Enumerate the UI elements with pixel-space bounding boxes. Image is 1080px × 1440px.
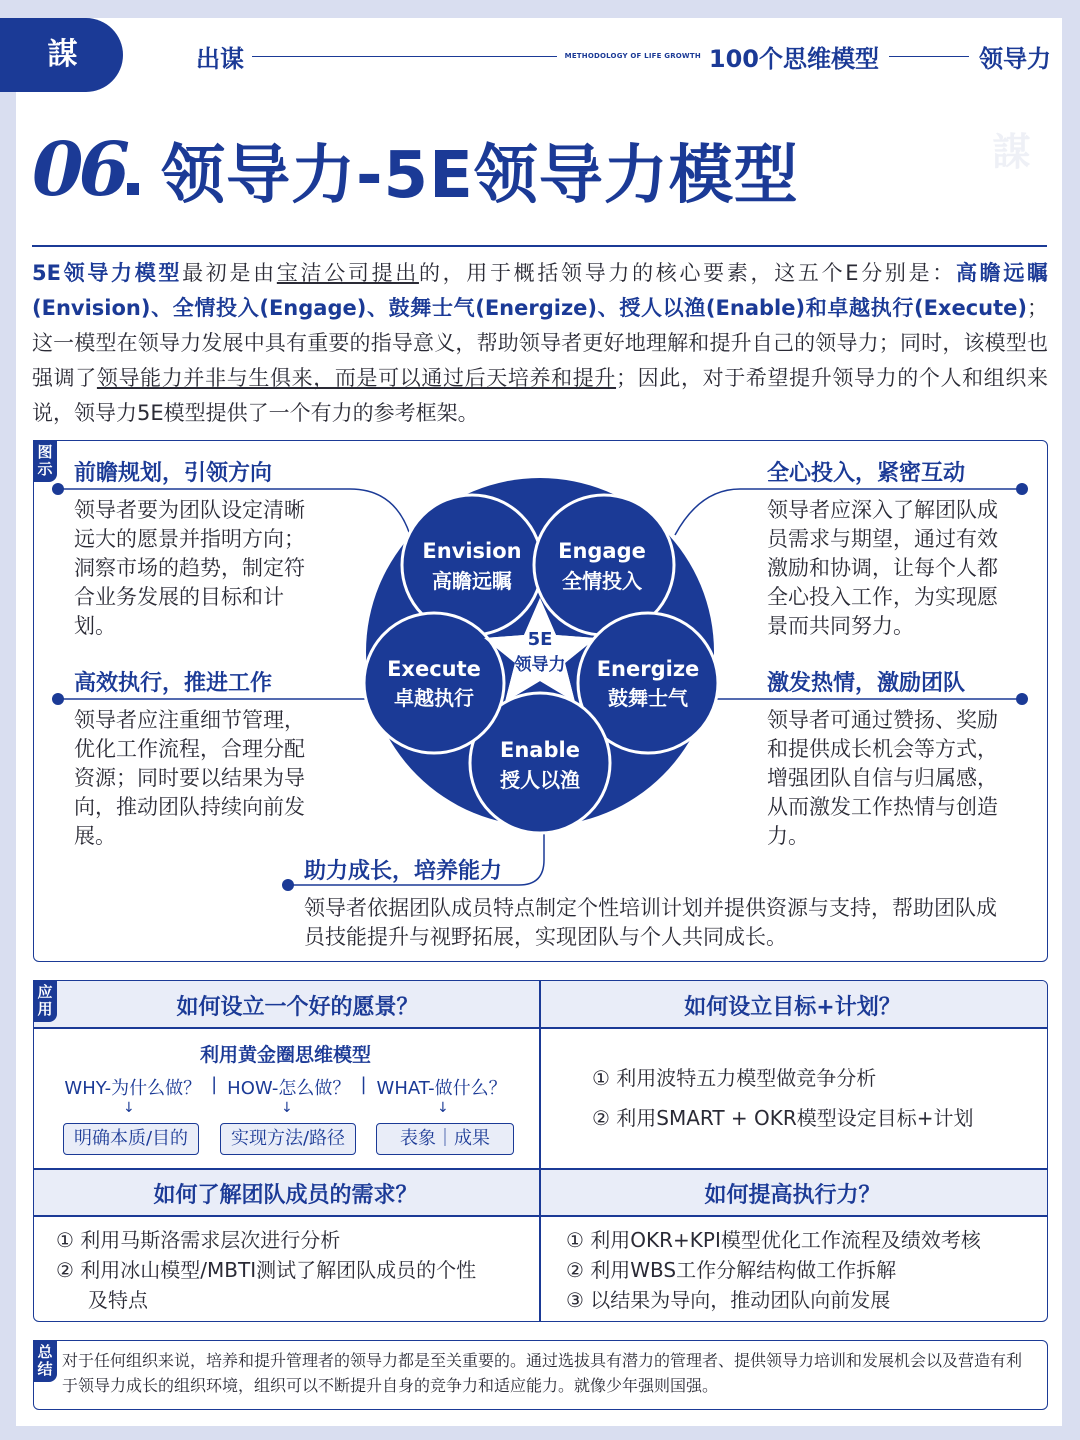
envision-title: 前瞻规划，引领方向 xyxy=(74,461,273,486)
q1-title: 如何设立一个好的愿景？ xyxy=(176,995,419,1020)
petal-enable-en: Enable xyxy=(500,738,580,762)
connector-dot-enable xyxy=(282,879,294,891)
list-item: ① 利用OKR+KPI模型优化工作流程及绩效考核 xyxy=(566,1228,981,1252)
energize-desc: 领导者可通过赞扬、奖励和提供成长机会等方式，增强团队自信与归属感，从而激发工作热情与创造力。 xyxy=(767,708,998,848)
intro-emphasis: 领导能力并非与生俱来，而是可以通过后天培养和提升 xyxy=(96,366,617,390)
center-label-5e: 5E xyxy=(527,629,553,650)
summary-text: 对于任何组织来说，培养和提升管理者的领导力都是至关重要的。通过选拔具有潜力的管理者、提供领导力培训和发展机会以及营造有利于领导力成长的组织环境，组织可以不断提升自身的竞争力和适应能力。就像少年强则国强。 xyxy=(62,1351,1023,1395)
connector-dot-execute xyxy=(52,693,64,705)
enable-desc: 领导者依据团队成员特点制定个性培训计划并提供资源与支持，帮助团队成员技能提升与视野拓展，实现团队与个人共同成长。 xyxy=(304,896,997,949)
header-category: 出谋 xyxy=(196,44,244,73)
list-item: ① 利用马斯洛需求层次进行分析 xyxy=(56,1228,341,1252)
grid-line xyxy=(34,1215,1047,1217)
intro-model-name: 5E领导力模型 xyxy=(32,261,183,285)
golden-circle-label: 利用黄金圈思维模型 xyxy=(199,1044,371,1066)
petal-energize-en: Energize xyxy=(596,657,700,681)
list-item: ② 利用冰山模型/MBTI测试了解团队成员的个性 xyxy=(56,1258,477,1282)
petal-execute-en: Execute xyxy=(387,657,481,681)
intro-text: ；这一模型在领导力发展中具有重要的指导意义，帮助领导者更好地理解和提升自己的领导力；同时，该模型也强调了 xyxy=(32,296,1048,390)
q4-title: 如何提高执行力？ xyxy=(704,1183,881,1208)
q4-list xyxy=(566,1225,981,1315)
intro-five-e: 高瞻远瞩(Envision)、全情投入(Engage)、鼓舞士气(Energize)、授人以渔(Enable)和卓越执行(Execute) xyxy=(32,261,1049,320)
petal-execute xyxy=(364,613,504,753)
watermark-logo: 謀 xyxy=(992,130,1028,174)
list-item: ③ 以结果为导向，推动团队向前发展 xyxy=(566,1288,891,1312)
petal-enable-zh: 授人以渔 xyxy=(500,768,580,792)
petal-energize-zh: 鼓舞士气 xyxy=(608,686,688,710)
separator: | xyxy=(360,1074,367,1095)
petal-engage-en: Engage xyxy=(558,539,646,563)
intro-text: 的，用于概括领导力的核心要素，这五个E分别是： xyxy=(418,261,956,285)
grid-line xyxy=(34,1168,1047,1170)
energize-title: 激发热情，激励团队 xyxy=(767,671,966,696)
header-methodology: METHODOLOGY OF LIFE GROWTH xyxy=(564,52,701,60)
execute-title: 高效执行，推进工作 xyxy=(74,671,273,696)
envision-desc: 领导者要为团队设定清晰远大的愿景并指明方向；洞察市场的趋势，制定符合业务发展的目标和计划。 xyxy=(74,498,305,638)
connector-dot-energize xyxy=(1016,693,1028,705)
arrow-down-icon: ↓ xyxy=(437,1100,449,1116)
q3-list xyxy=(56,1225,476,1315)
header-topic: 领导力 xyxy=(979,44,1051,73)
pill-result: 表象｜成果 xyxy=(376,1123,514,1155)
application-tag: 应用 xyxy=(33,980,57,1022)
q3-title: 如何了解团队成员的需求？ xyxy=(153,1183,418,1208)
title-text: 领导力-5E领导力模型 xyxy=(160,139,799,213)
golden-circle-row xyxy=(33,1074,538,1100)
title-number: 06 xyxy=(32,127,125,213)
grid-line xyxy=(539,981,541,1321)
petal-envision-en: Envision xyxy=(422,539,522,563)
execute-desc: 领导者应注重细节管理，优化工作流程，合理分配资源；同时要以结果为导向，推动团队持续向前发展。 xyxy=(74,708,305,848)
list-item: 及特点 xyxy=(88,1288,148,1312)
connector-dot-engage xyxy=(1016,483,1028,495)
intro-origin: 宝洁公司提出 xyxy=(276,261,419,285)
intro-text: ；因此，对于希望提升领导力的个人和组织来说，领导力5E模型提供了一个有力的参考框架。 xyxy=(32,366,1049,425)
summary-tag: 总结 xyxy=(33,1340,57,1382)
why-label: WHY-为什么做？ xyxy=(64,1078,202,1099)
list-item: ② 利用WBS工作分解结构做工作拆解 xyxy=(566,1258,897,1282)
engage-title: 全心投入，紧密互动 xyxy=(767,461,966,486)
center-label-leadership: 领导力 xyxy=(514,655,566,675)
what-label: WHAT-做什么？ xyxy=(376,1078,507,1099)
arrow-down-icon: ↓ xyxy=(123,1100,135,1116)
pill-purpose: 明确本质/目的 xyxy=(63,1123,199,1155)
petal-execute-zh: 卓越执行 xyxy=(394,686,474,710)
pill-method: 实现方法/路径 xyxy=(220,1123,356,1155)
q2-list xyxy=(592,1063,974,1133)
grid-line xyxy=(34,1027,1047,1029)
intro-text: 最初是由 xyxy=(182,261,277,285)
engage-desc: 领导者应深入了解团队成员需求与期望，通过有效激励和协调，让每个人都全心投入工作，为实现愿景而共同努力。 xyxy=(767,498,998,638)
header-series: 100个思维模型 xyxy=(708,44,879,73)
arrow-down-icon: ↓ xyxy=(281,1100,293,1116)
list-item: ② 利用SMART + OKR模型设定目标+计划 xyxy=(592,1106,974,1130)
connector-dot-envision xyxy=(52,483,64,495)
diagram-tag: 图示 xyxy=(33,440,57,482)
list-item: ① 利用波特五力模型做竞争分析 xyxy=(592,1066,877,1090)
q2-title: 如何设立目标+计划？ xyxy=(684,995,901,1020)
brand-logo-text: 謀 xyxy=(47,37,76,72)
separator: | xyxy=(211,1074,218,1095)
petal-engage-zh: 全情投入 xyxy=(562,569,642,593)
petal-envision-zh: 高瞻远瞩 xyxy=(432,569,512,593)
how-label: HOW-怎么做？ xyxy=(227,1078,351,1099)
enable-title: 助力成长，培养能力 xyxy=(304,859,503,884)
